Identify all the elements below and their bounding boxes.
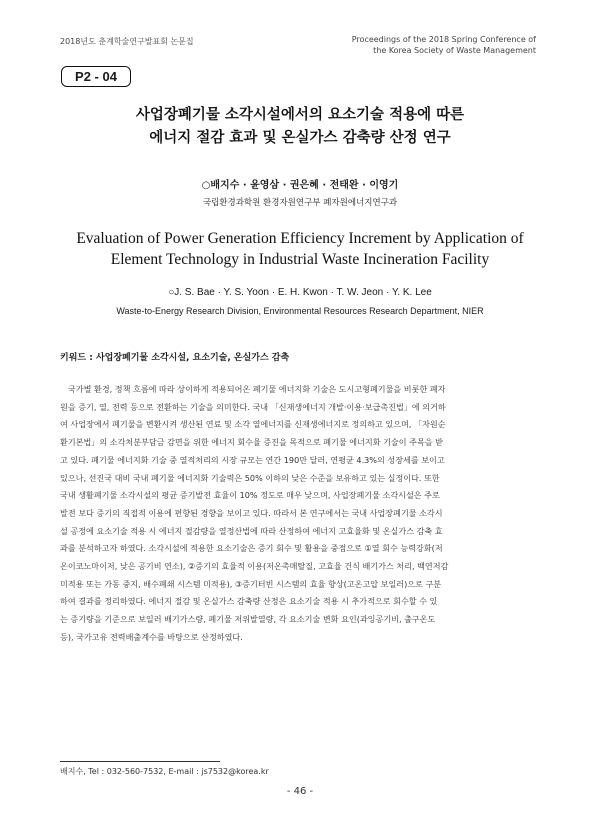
paper-code-badge: P2 - 04 — [61, 66, 131, 87]
abstract-body — [60, 381, 538, 647]
page-number: - 46 - — [286, 786, 314, 797]
title-korean-line1: 사업장폐기물 소각시설에서의 요소기술 적용에 따른 — [135, 107, 465, 123]
running-header-right-line2: the Korea Society of Waste Management — [373, 46, 536, 55]
title-korean — [0, 104, 600, 150]
abstract-line: 는 증기량을 기준으로 보일러 배기가스량, 폐기물 저위발열량, 각 요소기술 변화 요인(과잉공기비, 출구온도 — [60, 614, 436, 625]
running-header-right-line1: Proceedings of the 2018 Spring Conference of — [351, 35, 536, 44]
abstract-line: 발전 보다 증기의 직접적 이용에 편향된 경향을 보이고 있다. 따라서 본 연구에서는 국내 사업장폐기물 소각시 — [60, 507, 443, 518]
abstract-line: 고 있다. 폐기물 에너지화 기술 중 열적처리의 시장 규모는 연간 190만 달러, 연평균 4.3%의 성장세를 보이고 — [60, 454, 445, 465]
title-english-line2: Element Technology in Industrial Waste Incineration Facility — [110, 251, 490, 268]
title-english-line1: Evaluation of Power Generation Efficiency Increment by Application of — [76, 230, 524, 247]
abstract-line: 과를 분석하고자 하였다. 소각시설에 적용한 요소기술은 증기 회수 및 활용을 중점으로 ①열 회수 능력강화(저 — [60, 543, 443, 554]
abstract-line: 환기본법」의 소각처분부담금 감면을 위한 에너지 회수율 증진을 목적으로 폐기물 에너지화 기술이 주목을 받 — [60, 437, 443, 448]
running-header-right — [352, 34, 536, 56]
footnote-contact: 배지수, Tel : 032-560-7532, E-mail : js7532@korea.kr — [60, 767, 269, 776]
abstract-line: 등), 국가고유 전력배출계수를 바탕으로 산정하였다. — [60, 631, 243, 642]
title-english — [0, 228, 600, 270]
running-header-left: 2018년도 춘계학술연구발표회 논문집 — [60, 37, 194, 46]
authors-english: ○J. S. Bae · Y. S. Yoon · E. H. Kwon · T. W. Jeon · Y. K. Lee — [168, 287, 432, 298]
authors-korean: ○배지수 · 윤영삼 · 권은혜 · 전태완 · 이영기 — [201, 180, 399, 191]
abstract-line: 있으나, 선진국 대비 국내 폐기물 에너지화 기술력은 50% 이하의 낮은 수준을 보유하고 있는 실정이다. 또한 — [60, 472, 440, 483]
footnote-divider — [60, 761, 220, 762]
abstract-line: 설 공정에 요소기술 적용 시 에너지 절감량을 열정산법에 따라 산정하여 에너지 고효율화 및 온실가스 감축 효 — [60, 525, 443, 536]
title-korean-line2: 에너지 절감 효과 및 온실가스 감축량 산정 연구 — [149, 130, 451, 146]
abstract-line: 여 사업장에서 폐기물을 변환시켜 생산된 연료 및 소각 열에너지를 신재생에너지로 정의하고 있으며, 「자원순 — [60, 419, 446, 430]
abstract-line: 미적용 또는 가동 중지, 배수폐쇄 시스템 미적용), ③증기터빈 시스템의 효율 향상(고온고압 보일러)으로 구분 — [60, 578, 442, 589]
abstract-line: 하여 결과를 정리하였다. 에너지 절감 및 온실가스 감축량 산정은 요소기술 적용 시 추가적으로 회수할 수 있 — [60, 596, 438, 607]
abstract-line: 온이코노마이저, 낮은 공기비 연소), ②증기의 효율적 이용(저온촉매탈질, 고효율 건식 배기가스 처리, 백연저감 — [60, 561, 449, 572]
abstract-line: 국가별 환경, 정책 흐름에 따라 상이하게 적용되어온 폐기물 에너지화 기술은 도시고형폐기물을 비롯한 폐자 — [68, 384, 446, 394]
affiliation-korean: 국립환경과학원 환경자원연구부 폐자원에너지연구과 — [202, 198, 398, 208]
abstract-line: 국내 생활폐기물 소각시설의 평균 증기발전 효율이 10% 정도로 매우 낮으며, 사업장폐기물 소각시설은 주로 — [60, 490, 440, 501]
keywords: 키워드 : 사업장폐기물 소각시설, 요소기술, 온실가스 감축 — [60, 353, 290, 363]
affiliation-english: Waste-to-Energy Research Division, Environmental Resources Research Department, NIER — [116, 306, 484, 316]
abstract-line: 원을 증기, 열, 전력 등으로 전환하는 기술을 의미한다. 국내 「신재생에너지 개발·이용·보급촉진법」에 의거하 — [60, 401, 446, 412]
